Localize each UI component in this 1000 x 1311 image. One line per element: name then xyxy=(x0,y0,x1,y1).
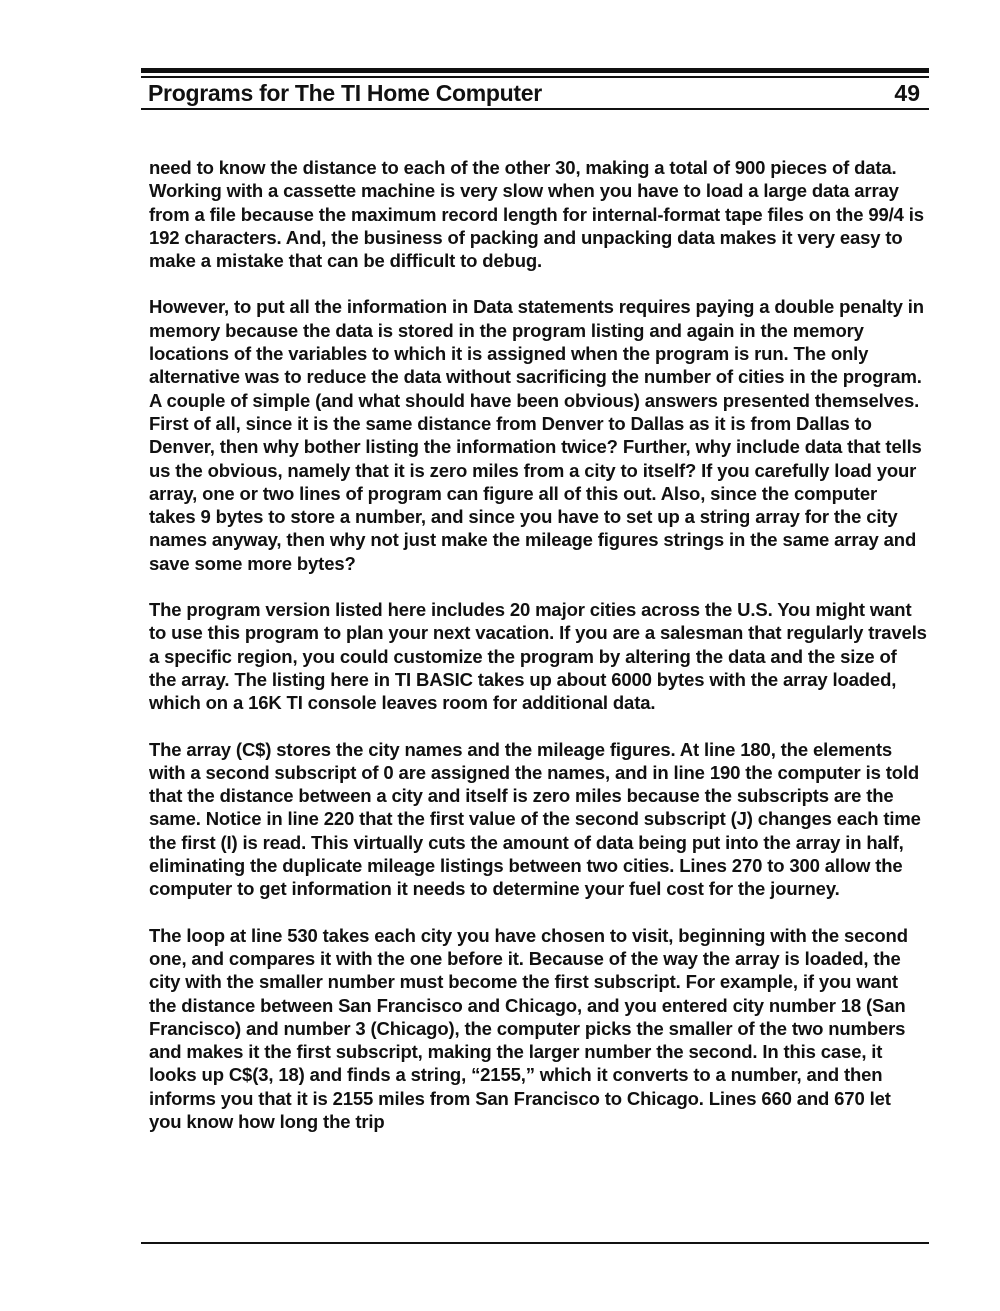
header-underline xyxy=(141,108,929,110)
running-head-title: Programs for The TI Home Computer xyxy=(148,80,542,106)
paragraph-2: However, to put all the information in Data statements requires paying a double penalty in memory because the data is stored in the program listing and again in the memory locations of the variables to which it is assigned when the program is run. The only alternative was to reduce the data without sacrificing the number of cities in the program. A couple of simple (and what should have been obvious) answers presented themselves. First of all, since it is the same distance from Denver to Dallas as it is from Dallas to Denver, then why bother listing the information twice? Further, why include data that tells us the obvious, namely that it is zero miles from a city to itself? If you carefully load your array, one or two lines of program can figure all of this out. Also, since the computer takes 9 bytes to store a number, and since you have to set up a string array for the city names anyway, then why not just make the mileage figures strings in the same array and save some more bytes? xyxy=(149,296,924,574)
paragraph-5: The loop at line 530 takes each city you have chosen to visit, beginning with the second one, and compares it with the one before it. Because of the way the array is loaded, the city with the smaller number must become the first subscript. For example, if you want the distance between San Francisco and Chicago, and you entered city number 18 (San Francisco) and number 3 (Chicago), the computer picks the smaller of the two numbers and makes it the first subscript, making the larger number the second. In this case, it looks up C$(3, 18) and finds a string, “2155,” which it converts to a number, and then informs you that it is 2155 miles from San Francisco to Chicago. Lines 660 and 670 let you know how long the trip xyxy=(149,924,908,1132)
footer-rule xyxy=(141,1242,929,1244)
paragraph-1: need to know the distance to each of the other 30, making a total of 900 pieces of data. Working with a cassette machine is very slow when you have to load a large data array from a file because the maximum record length for internal-format tape files on the 99/4 is 192 characters. And, the business of packing and unpacking data makes it very easy to make a mistake that can be difficult to debug. xyxy=(149,157,924,272)
header-rule-thick xyxy=(141,68,929,73)
header-rule-thin xyxy=(141,76,929,78)
body-text xyxy=(149,156,927,1156)
paragraph-4: The array (C$) stores the city names and the mileage figures. At line 180, the elements with a second subscript of 0 are assigned the names, and in line 190 the computer is told that the distance between a city and itself is zero miles because the subscripts are the same. Notice in line 220 that the first value of the second subscript (J) changes each time the first (I) is read. This virtually cuts the amount of data being put into the array in half, eliminating the duplicate mileage listings between two cities. Lines 270 to 300 allow the computer to get information it needs to determine your fuel cost for the journey. xyxy=(149,738,921,900)
paragraph-3: The program version listed here includes 20 major cities across the U.S. You might want to use this program to plan your next vacation. If you are a salesman that regularly travels a specific region, you could customize the program by altering the data and the size of the array. The listing here in TI BASIC takes up about 6000 bytes with the array loaded, which on a 16K TI console leaves room for additional data. xyxy=(149,599,927,714)
page-number: 49 xyxy=(894,80,920,106)
